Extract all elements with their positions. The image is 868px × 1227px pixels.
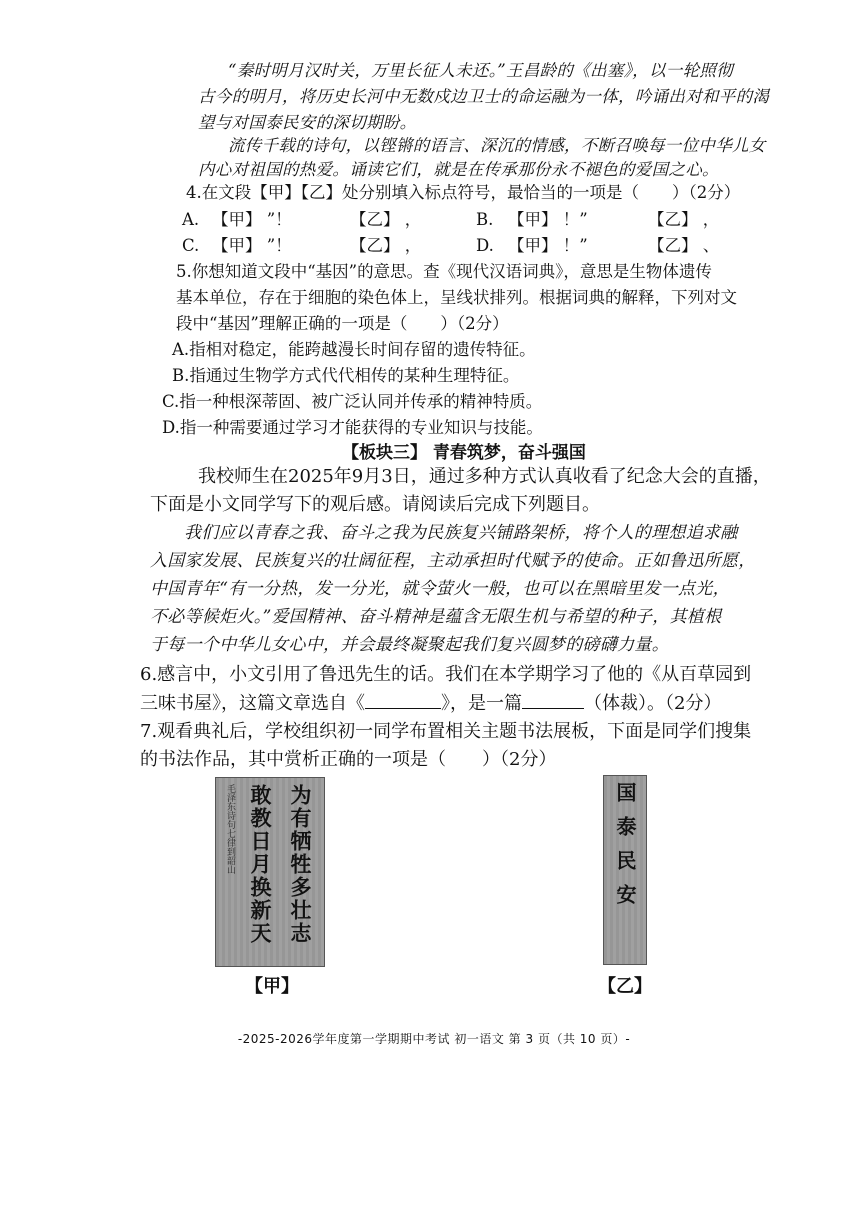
q6-line-2-part-b: 》，是一篇 — [441, 693, 522, 714]
q5-option-b: B.指通过生物学方式代代相传的某种生理特征。 — [172, 366, 520, 385]
q6-line-2 — [140, 689, 721, 718]
q7-line-2: 的书法作品，其中赏析正确的一项是（ ）（2分） — [140, 749, 557, 770]
q6-line-2-part-a: 三味书屋》，这篇文章选自《 — [140, 693, 365, 714]
section-3-intro-2: 下面是小文同学写下的观后感。请阅读后完成下列题目。 — [150, 494, 600, 515]
q4-option-d-jia: 【甲】 ！” — [508, 236, 588, 255]
q4-option-c-jia: 【甲】 ”！ — [212, 236, 292, 255]
essay-line-2: 入国家发展、民族复兴的壮阔征程，主动承担时代赋予的使命。正如鲁迅所愿， — [150, 551, 756, 571]
calligraphy-jia-column-2: 敢教日月换新天 — [248, 784, 273, 945]
q4-stem: 4.在文段【甲】【乙】处分别填入标点符号，最恰当的一项是（ ）（2分） — [186, 183, 741, 202]
q5-option-d: D.指一种需要通过学习才能获得的专业知识与技能。 — [162, 418, 543, 437]
q4-option-c-label: C. — [182, 236, 200, 255]
calligraphy-yi-image — [603, 775, 647, 965]
q4-option-d-yi: 【乙】 、 — [648, 236, 720, 255]
q5-option-c: C.指一种根深蒂固、被广泛认同并传承的精神特质。 — [162, 392, 543, 411]
q4-option-a-yi: 【乙】 ， — [350, 210, 422, 229]
q7-line-1: 7.观看典礼后，学校组织初一同学布置相关主题书法展板，下面是同学们搜集 — [140, 721, 752, 742]
section-3-intro-1: 我校师生在2025年9月3日，通过多种方式认真收看了纪念大会的直播， — [198, 466, 771, 487]
q4-option-a-jia: 【甲】 ”！ — [212, 210, 292, 229]
calligraphy-jia-caption: 【甲】 — [245, 976, 299, 997]
passage-line-5: 内心对祖国的热爱。诵读它们，就是在传承那份永不褪色的爱国之心。 — [198, 160, 719, 179]
q5-option-a: A.指相对稳定，能跨越漫长时间存留的遗传特征。 — [172, 340, 536, 359]
q6-line-1: 6.感言中，小文引用了鲁迅先生的话。我们在本学期学习了他的《从百草园到 — [140, 664, 752, 685]
passage-line-3: 望与对国泰民安的深切期盼。 — [198, 113, 417, 132]
essay-line-4: 不必等候炬火。”爱国精神、奋斗精神是蕴含无限生机与希望的种子，其植根 — [150, 607, 722, 627]
q4-option-c-yi: 【乙】 ， — [350, 236, 422, 255]
essay-line-5: 于每一个中华儿女心中，并会最终凝聚起我们复兴圆梦的磅礴力量。 — [150, 635, 669, 655]
q6-line-2-part-c: （体裁）。（2分） — [584, 693, 722, 714]
q5-line-1: 5.你想知道文段中“基因”的意思。查《现代汉语词典》，意思是生物体遗传 — [176, 262, 712, 281]
passage-line-4: 流传千载的诗句，以铿锵的语言、深沉的情感，不断召唤每一位中华儿女 — [228, 136, 766, 155]
q5-line-2: 基本单位，存在于细胞的染色体上，呈线状排列。根据词典的解释，下列对文 — [176, 288, 737, 307]
calligraphy-jia-column-1: 为有牺牲多壮志 — [288, 784, 313, 945]
essay-line-1: 我们应以青春之我、奋斗之我为民族复兴铺路架桥，将个人的理想追求融 — [184, 523, 738, 543]
q4-option-b-jia: 【甲】 ！” — [508, 210, 588, 229]
calligraphy-jia-inscription: 毛泽东诗句七律到韶山 — [225, 784, 235, 874]
q5-line-3: 段中“基因”理解正确的一项是（ ）（2分） — [176, 314, 509, 333]
q4-option-b-yi: 【乙】 ， — [648, 210, 720, 229]
calligraphy-jia-image — [215, 777, 325, 967]
section-3-title: 【板块三】 青春筑梦，奋斗强国 — [342, 443, 586, 463]
q4-option-d-label: D. — [476, 236, 494, 255]
calligraphy-yi-column: 国泰民安 — [613, 782, 637, 918]
q6-blank-book[interactable] — [365, 708, 441, 709]
q6-blank-genre[interactable] — [522, 708, 584, 709]
calligraphy-yi-caption: 【乙】 — [598, 976, 652, 997]
q4-option-a-label: A. — [182, 210, 200, 229]
q4-option-b-label: B. — [476, 210, 494, 229]
essay-line-3: 中国青年“有一分热，发一分光，就令萤火一般，也可以在黑暗里发一点光， — [150, 579, 730, 599]
passage-line-2: 古今的明月，将历史长河中无数戍边卫士的命运融为一体，吟诵出对和平的渴 — [198, 87, 770, 106]
passage-line-1: “秦时明月汉时关，万里长征人未还。”王昌龄的《出塞》，以一轮照彻 — [228, 61, 733, 80]
page-footer: -2025-2026学年度第一学期期中考试 初一语文 第 3 页（共 10 页）- — [237, 1032, 631, 1046]
